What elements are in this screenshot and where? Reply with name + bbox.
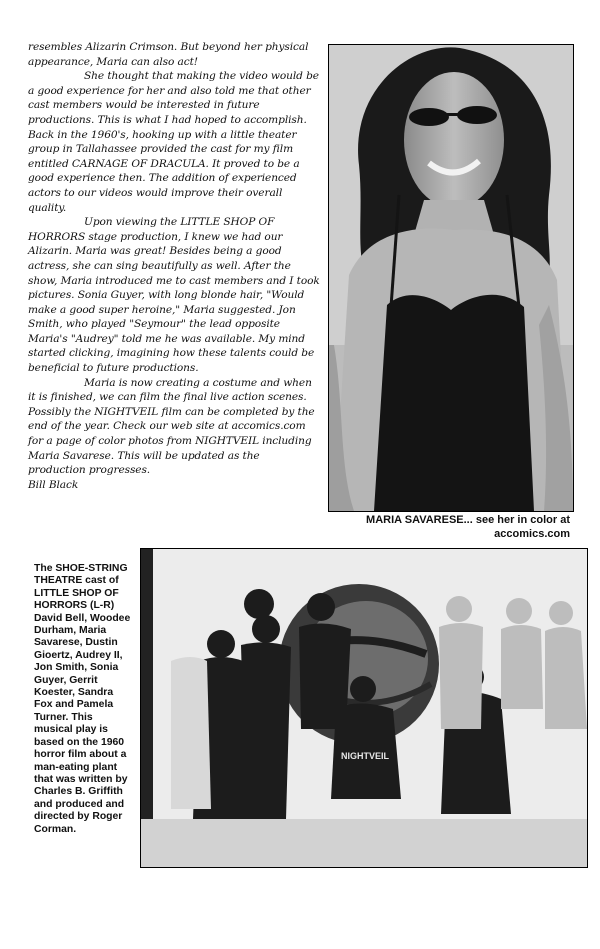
maria-savarese-photo bbox=[328, 44, 574, 512]
cast-photo-caption: The SHOE-STRING THEATRE cast of LITTLE SHOP OF HORRORS (L-R) David Bell, Woodee Durham, Maria Savarese, Dustin Gioertz, Audrey II, Jon Smith, Sonia Guyer, Gerrit Koester, Sandra Fox and Pamela Turner. This musical play is based on the 1960 horror film about a man-eating plant that was written by Charles B. Griffith and produced and directed by Roger Corman. bbox=[34, 563, 131, 835]
article-paragraph: Upon viewing the LITTLE SHOP OF HORRORS stage production, I knew we had our Alizarin. Maria was great! Besides being a good actress, she can sing beautifully as well. After the show, Maria introduced me to cast members and I took pictures. Sonia Guyer, with long blonde hair, "Would make a good super heroine," Maria suggested. Jon Smith, who played "Seymour" the lead opposite Maria's "Audrey" told me he was available. My mind started clicking, imagining how these talents could be beneficial to future productions. bbox=[28, 216, 320, 375]
article-paragraph: She thought that making the video would be a good experience for her and also told me that other cast members would be interested in future productions. This is what I had hoped to accomplish. Back in the 1960's, hooking up with a little theater group in Tallahassee provided the cast for my film entitled CARNAGE OF DRACULA. It proved to be a good experience then. The addition of experienced actors to our videos would improve their overall quality. bbox=[28, 70, 319, 214]
portrait-illustration bbox=[329, 45, 573, 511]
top-photo-caption-line: MARIA SAVARESE... see her in color at bbox=[366, 514, 570, 526]
cast-photo bbox=[140, 548, 588, 868]
top-photo-caption bbox=[330, 514, 570, 541]
article-paragraph: resembles Alizarin Crimson. But beyond her physical appearance, Maria can also act! bbox=[28, 41, 309, 68]
article-text bbox=[28, 40, 320, 492]
top-photo-caption-line: accomics.com bbox=[494, 527, 570, 540]
shirt-text: NIGHTVEIL bbox=[341, 751, 390, 761]
article-paragraph: Maria is now creating a costume and when it is finished, we can film the final live action scenes. Possibly the NIGHTVEIL film can be completed by the end of the year. Check our web site at accomics.com for a page of color photos from NIGHTVEIL including Maria Savarese. This will be updated as the production progresses. bbox=[28, 376, 315, 477]
article-signature: Bill Black bbox=[28, 478, 79, 491]
cast-group-illustration bbox=[141, 549, 587, 867]
